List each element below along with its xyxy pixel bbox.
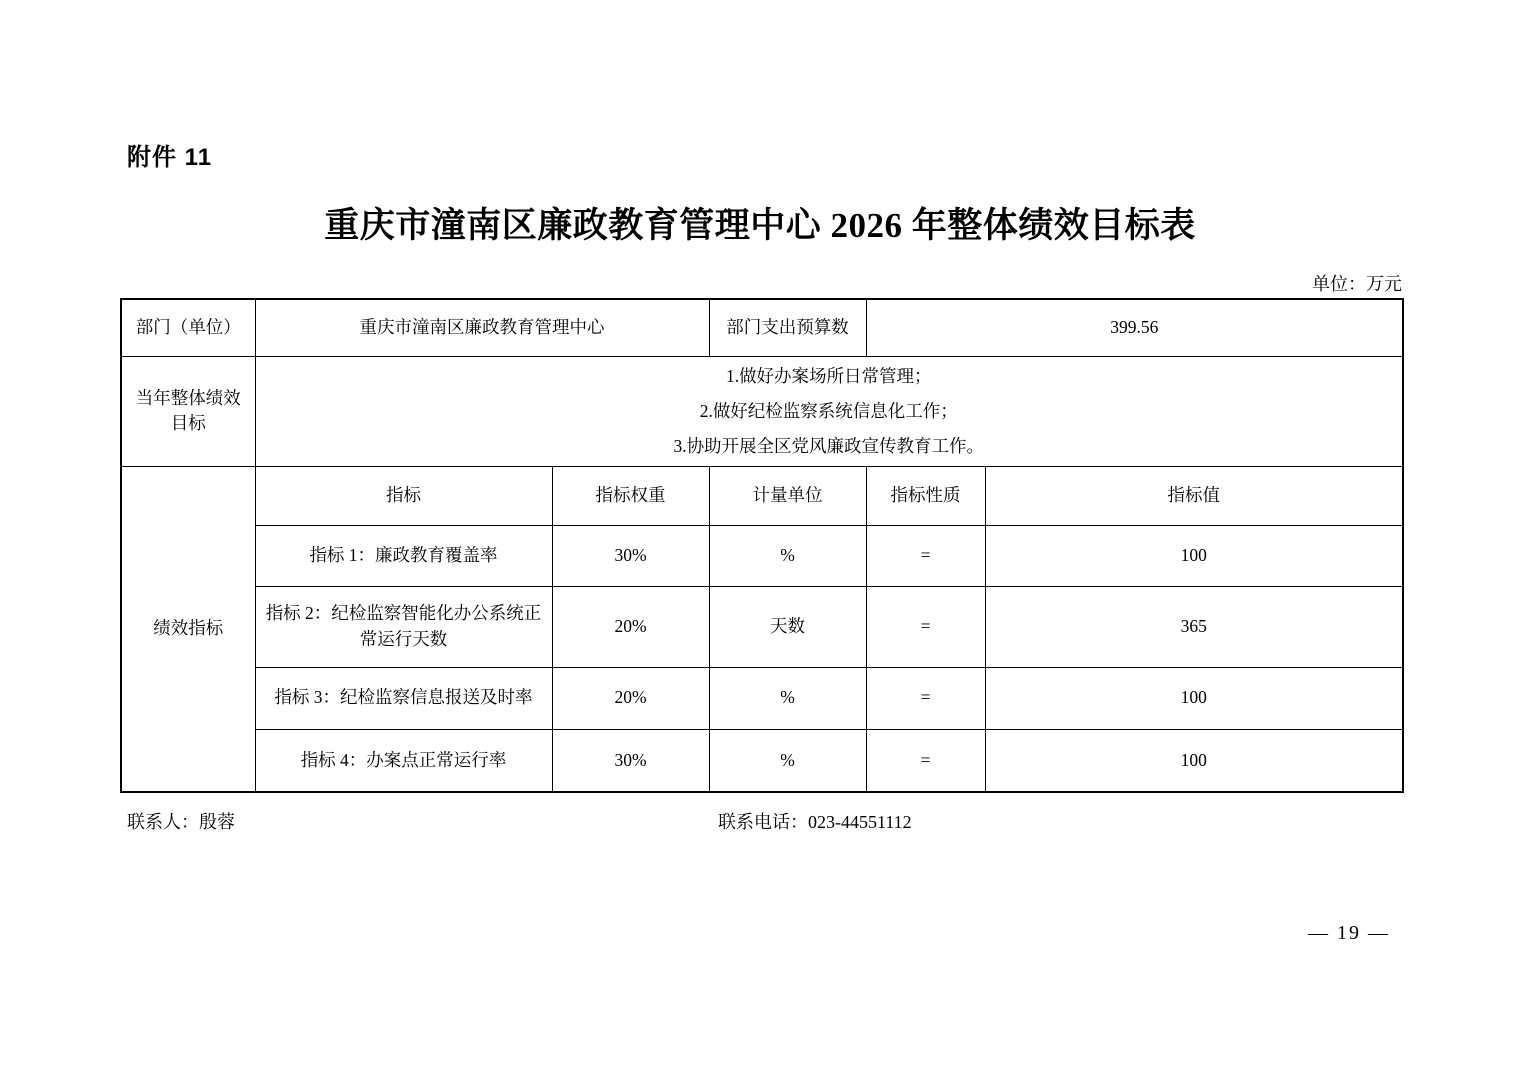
indicator-name: 指标 2：纪检监察智能化办公系统正常运行天数	[255, 586, 552, 667]
column-header-unit: 计量单位	[709, 466, 866, 525]
indicator-row	[121, 586, 1403, 667]
indicator-name: 指标 4：办案点正常运行率	[255, 729, 552, 792]
performance-target-table	[120, 298, 1404, 793]
indicator-name: 指标 1：廉政教育覆盖率	[255, 525, 552, 586]
indicator-row	[121, 525, 1403, 586]
indicator-header-row	[121, 466, 1403, 525]
table-row-annual-goal	[121, 356, 1403, 466]
indicator-weight: 30%	[552, 525, 709, 586]
indicator-nature: =	[866, 586, 985, 667]
contact-phone: 联系电话：023-44551112	[718, 812, 912, 832]
indicator-row	[121, 729, 1403, 792]
indicator-value: 100	[985, 525, 1403, 586]
indicator-value: 100	[985, 667, 1403, 729]
indicator-name: 指标 3：纪检监察信息报送及时率	[255, 667, 552, 729]
indicator-unit: 天数	[709, 586, 866, 667]
indicator-nature: =	[866, 729, 985, 792]
column-header-value: 指标值	[985, 466, 1403, 525]
indicator-nature: =	[866, 667, 985, 729]
indicator-weight: 20%	[552, 586, 709, 667]
column-header-weight: 指标权重	[552, 466, 709, 525]
performance-label: 绩效指标	[121, 466, 255, 792]
page-title: 重庆市潼南区廉政教育管理中心 2026 年整体绩效目标表	[324, 206, 1196, 245]
annual-goal-label: 当年整体绩效目标	[121, 356, 255, 466]
goal-line: 3.协助开展全区党风廉政宣传教育工作。	[673, 435, 985, 456]
indicator-weight: 30%	[552, 729, 709, 792]
page-number: — 19 —	[1308, 922, 1390, 944]
indicator-nature: =	[866, 525, 985, 586]
annual-goal-content	[255, 356, 1403, 466]
department-label: 部门（单位）	[121, 299, 255, 356]
indicator-unit: %	[709, 667, 866, 729]
column-header-indicator: 指标	[255, 466, 552, 525]
attachment-label: 附件 11	[127, 144, 213, 171]
unit-note: 单位：万元	[1312, 274, 1402, 294]
indicator-unit: %	[709, 525, 866, 586]
indicator-value: 100	[985, 729, 1403, 792]
contact-person: 联系人：殷蓉	[127, 812, 235, 832]
column-header-nature: 指标性质	[866, 466, 985, 525]
indicator-weight: 20%	[552, 667, 709, 729]
goal-line: 1.做好办案场所日常管理；	[725, 365, 932, 386]
budget-value: 399.56	[866, 299, 1403, 356]
department-value: 重庆市潼南区廉政教育管理中心	[255, 299, 709, 356]
indicator-value: 365	[985, 586, 1403, 667]
indicator-row	[121, 667, 1403, 729]
indicator-unit: %	[709, 729, 866, 792]
contact-row	[127, 808, 1402, 834]
goal-line: 2.做好纪检监察系统信息化工作；	[699, 400, 958, 421]
budget-label: 部门支出预算数	[709, 299, 866, 356]
table-row-department	[121, 299, 1403, 356]
